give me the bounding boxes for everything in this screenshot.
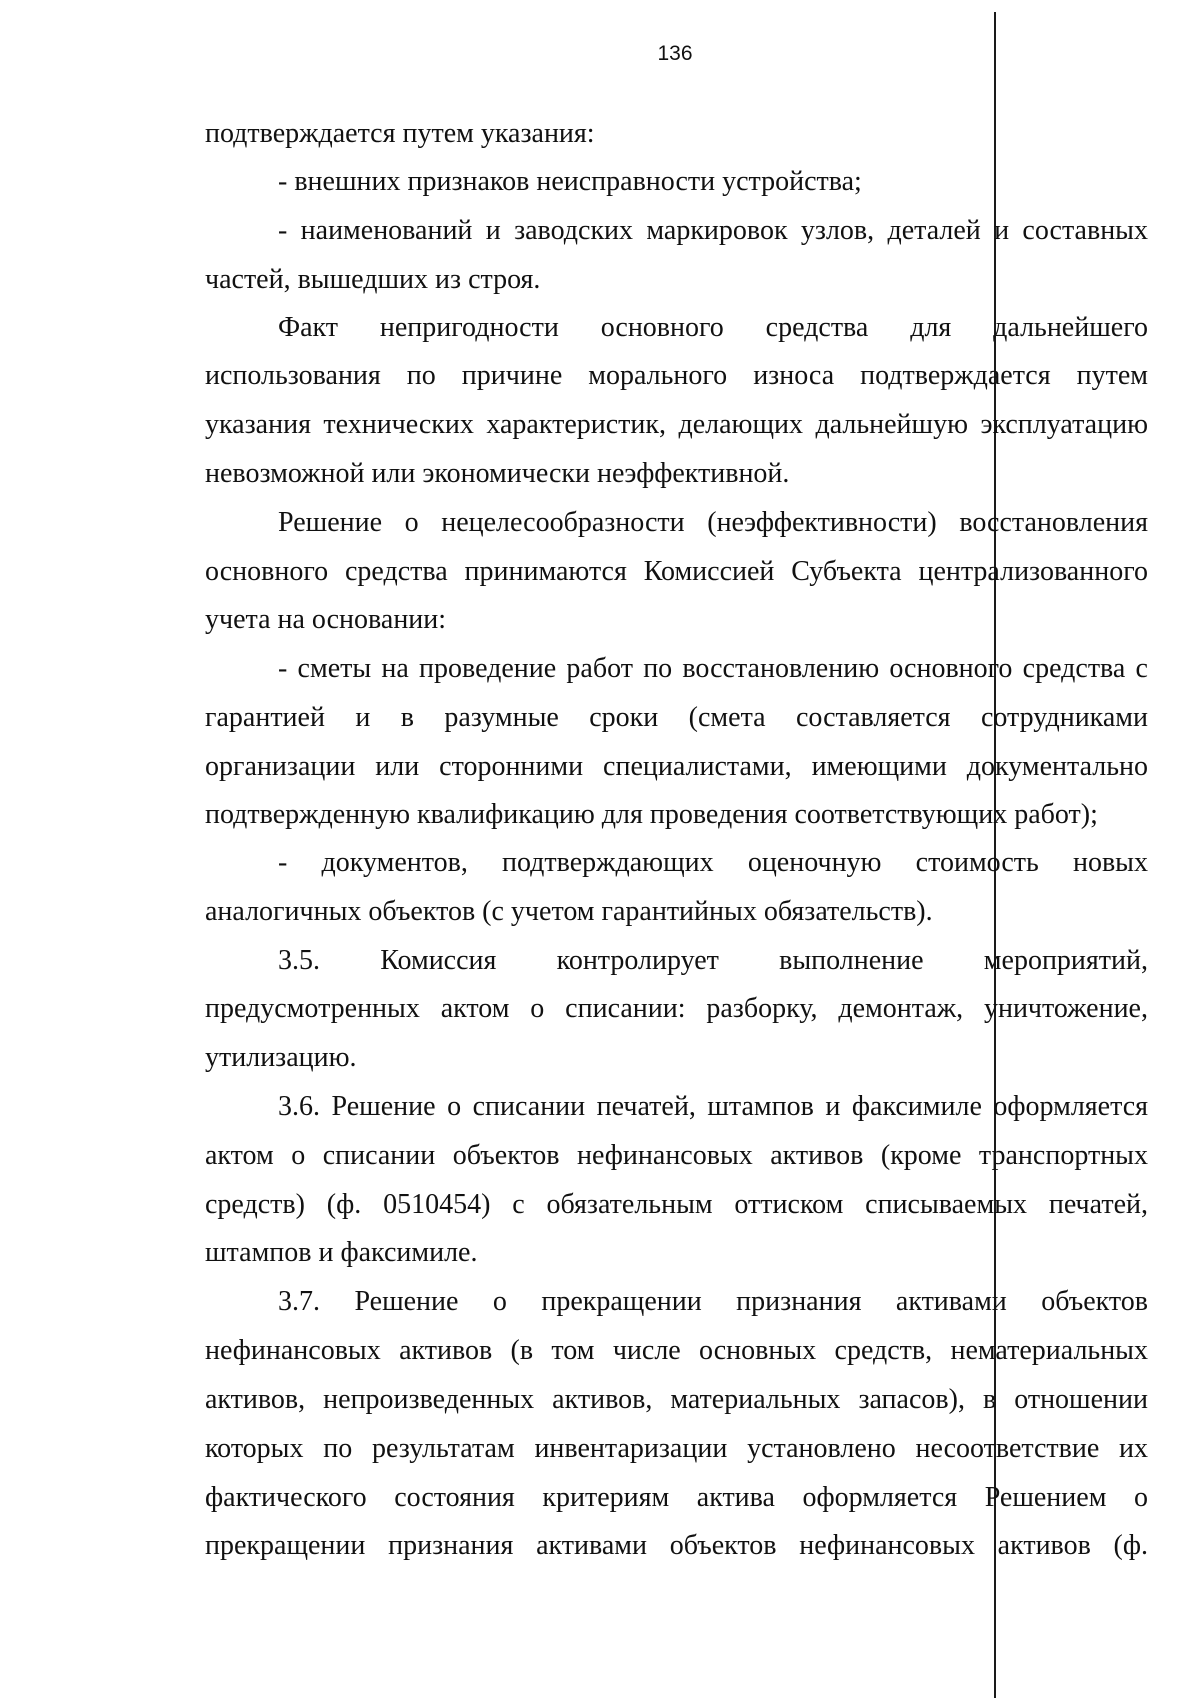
text-line: частей, вышедших из строя. — [205, 264, 541, 295]
text-line: средств) (ф. 0510454) с обязательным оттиском списываемых печатей, — [205, 1189, 1148, 1220]
text-line: предусмотренных актом о списании: разборку, демонтаж, уничтожение, — [205, 993, 1148, 1024]
text-line: штампов и факсимиле. — [205, 1237, 478, 1268]
text-line: фактического состояния критериям актива оформляется Решением о — [205, 1482, 1148, 1513]
text-line: гарантией и в разумные сроки (смета составляется сотрудниками — [205, 702, 1148, 733]
text-line: - сметы на проведение работ по восстановлению основного средства с — [278, 653, 1148, 684]
text-line: подтвержденную квалификацию для проведения соответствующих работ); — [205, 799, 1098, 830]
text-line: учета на основании: — [205, 604, 447, 635]
text-line: невозможной или экономически неэффективной. — [205, 458, 790, 489]
text-line: Решение о нецелесообразности (неэффективности) восстановления — [278, 507, 1148, 538]
text-line: аналогичных объектов (с учетом гарантийных обязательств). — [205, 896, 933, 927]
text-line: - внешних признаков неисправности устройства; — [278, 166, 862, 197]
text-line: 3.6. Решение о списании печатей, штампов и факсимиле оформляется — [278, 1091, 1148, 1122]
page-number: 136 — [657, 42, 693, 65]
text-line: которых по результатам инвентаризации установлено несоответствие их — [205, 1433, 1148, 1464]
text-line: организации или сторонними специалистами, имеющими документально — [205, 751, 1148, 782]
text-line: 3.5. Комиссия контролирует выполнение мероприятий, — [278, 945, 1148, 976]
text-line: основного средства принимаются Комиссией Субъекта централизованного — [205, 556, 1148, 587]
text-line: 3.7. Решение о прекращении признания активами объектов — [278, 1286, 1148, 1317]
text-line: актом о списании объектов нефинансовых активов (кроме транспортных — [205, 1140, 1148, 1171]
text-line: указания технических характеристик, делающих дальнейшую эксплуатацию — [205, 409, 1148, 440]
text-line: - документов, подтверждающих оценочную стоимость новых — [278, 847, 1148, 878]
text-line: активов, непроизведенных активов, материальных запасов), в отношении — [205, 1384, 1148, 1415]
text-line: нефинансовых активов (в том числе основных средств, нематериальных — [205, 1335, 1148, 1366]
text-line: использования по причине морального износа подтверждается путем — [205, 360, 1148, 391]
text-line: Факт непригодности основного средства для дальнейшего — [278, 312, 1148, 343]
text-line: утилизацию. — [205, 1042, 357, 1073]
text-line: прекращении признания активами объектов нефинансовых активов (ф. — [205, 1530, 1148, 1561]
text-line: - наименований и заводских маркировок узлов, деталей и составных — [278, 215, 1148, 246]
text-line: подтверждается путем указания: — [205, 118, 595, 149]
